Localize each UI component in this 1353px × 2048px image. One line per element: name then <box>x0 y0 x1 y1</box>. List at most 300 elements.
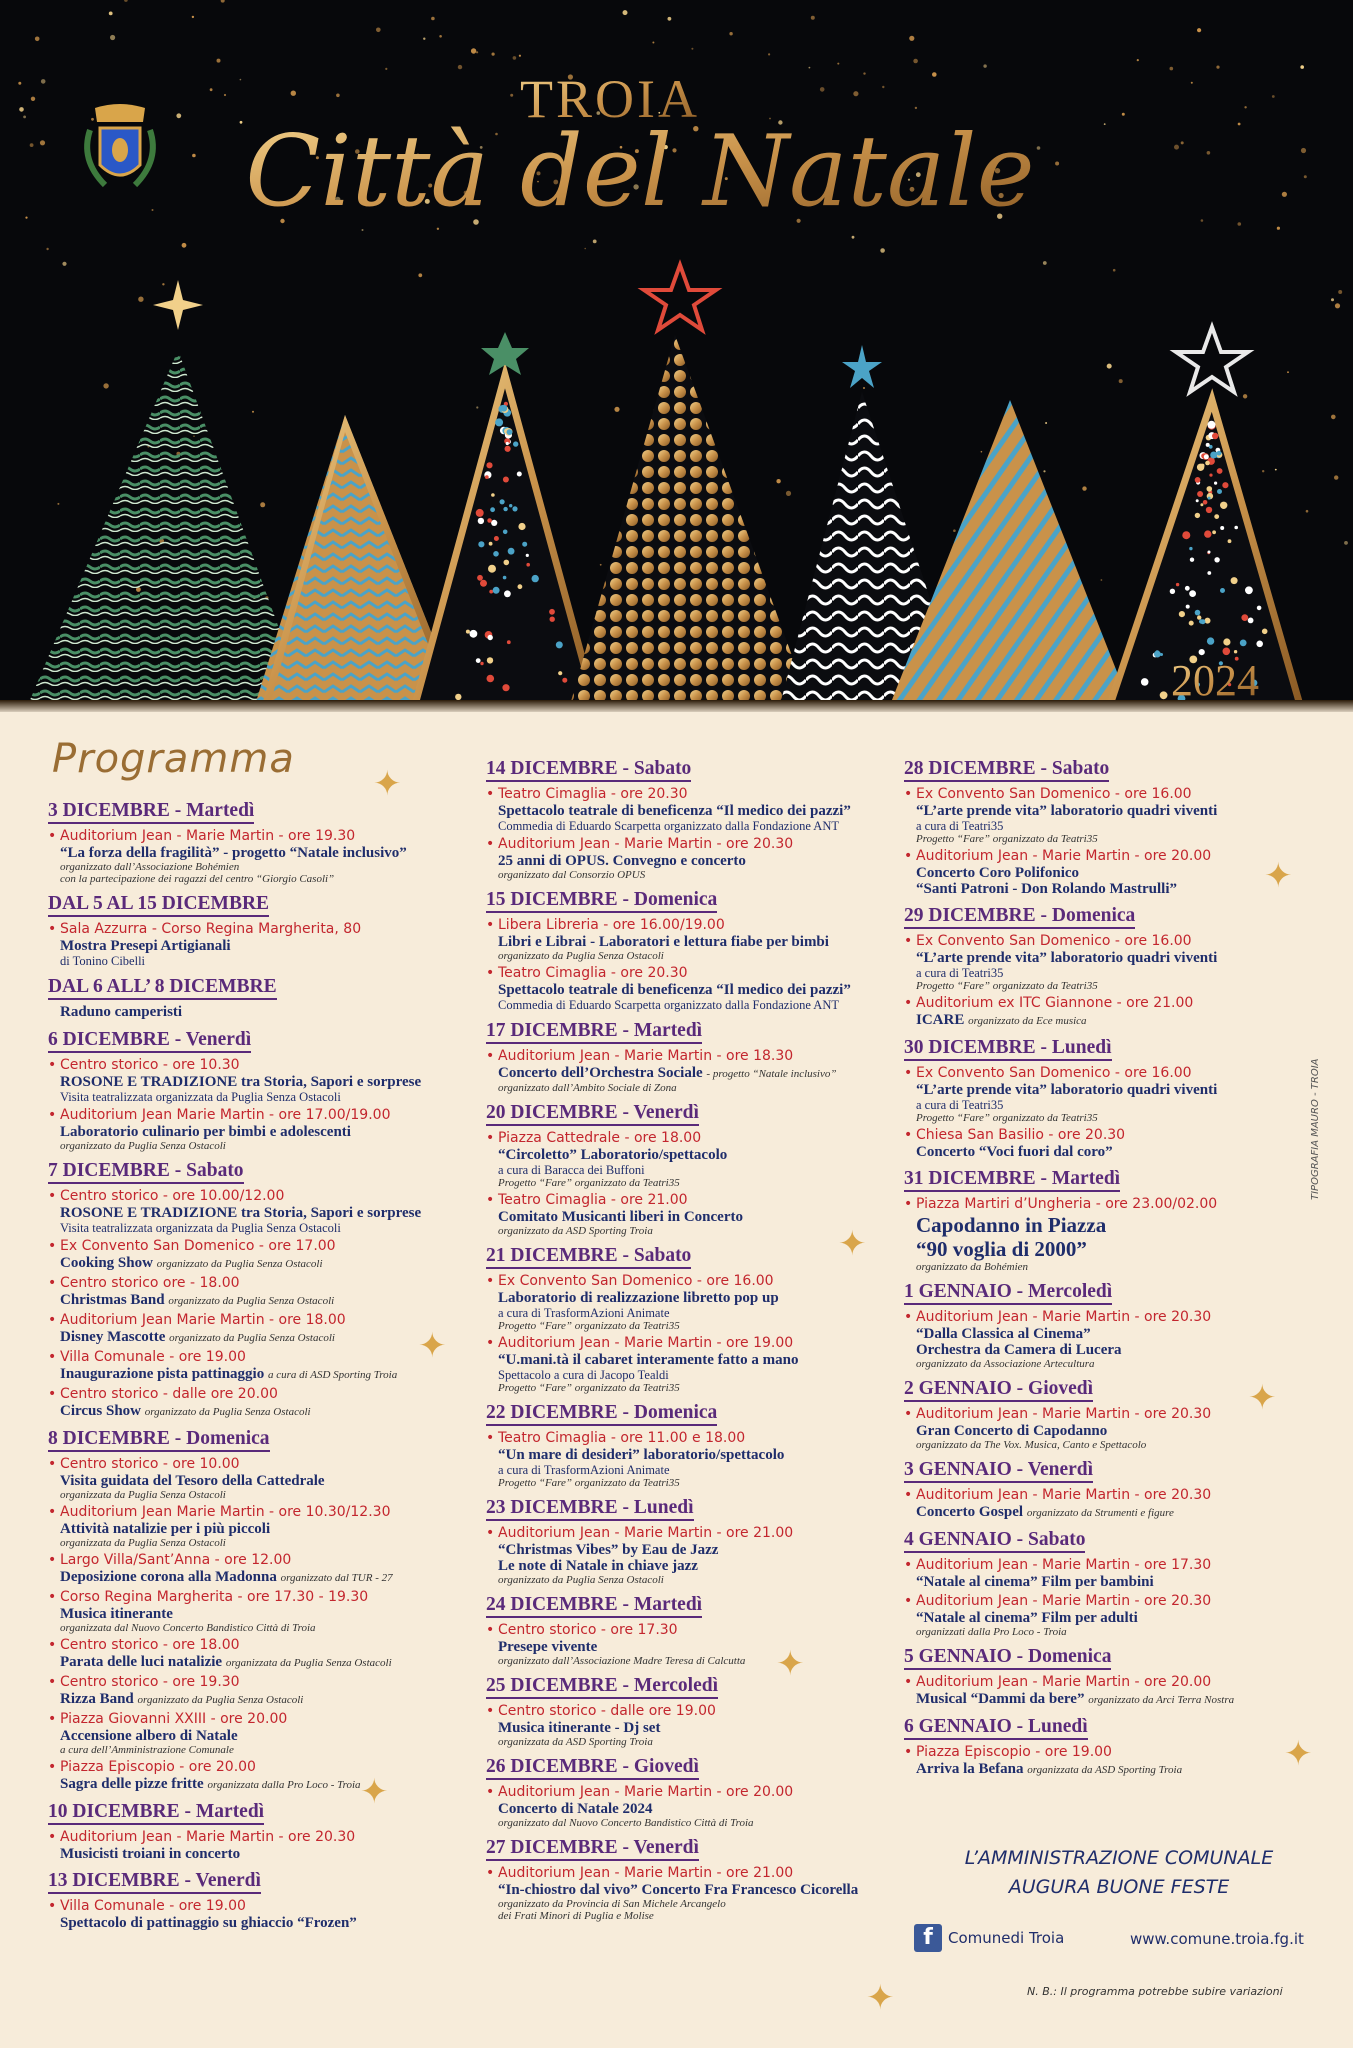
sky-star <box>210 88 213 91</box>
tree-light <box>1203 500 1208 505</box>
sky-star <box>1272 95 1275 98</box>
sky-star <box>593 240 597 244</box>
day-heading: 2 GENNAIO - Giovedì <box>904 1378 1093 1402</box>
event-location: • Teatro Cimaglia - ore 20.30 <box>486 965 906 982</box>
day-block <box>904 1168 1334 1273</box>
event-item <box>48 1275 468 1309</box>
day-heading: 31 DICEMBRE - Martedì <box>904 1168 1120 1192</box>
event-line: Commedia di Eduardo Scarpetta organizzato dalla Fondazione ANT <box>498 998 839 1012</box>
event-location: • Sala Azzurra - Corso Regina Margherita, 80 <box>48 921 468 938</box>
event-line: Spettacolo teatrale di beneficenza “Il medico dei pazzi” <box>498 982 851 998</box>
event-line: “In-chiostro dal vivo” Concerto Fra Francesco Cicorella <box>498 1882 859 1898</box>
event-location: • Centro storico - ore 18.00 <box>48 1637 468 1654</box>
event-line: a cura dell’Amministrazione Comunale <box>60 1744 234 1756</box>
day-heading: 17 DICEMBRE - Martedì <box>486 1020 702 1044</box>
day-heading: 20 DICEMBRE - Venerdì <box>486 1102 699 1126</box>
sky-star <box>600 564 602 566</box>
tree-light <box>507 429 513 435</box>
event-location: • Auditorium Jean - Marie Martin - ore 17.30 <box>904 1557 1334 1574</box>
tree-light <box>532 575 539 582</box>
day-block <box>486 1402 906 1489</box>
event-line: a cura di Baracca dei Buffoni <box>498 1163 645 1177</box>
event-line: Spettacolo teatrale di beneficenza “Il medico dei pazzi” <box>498 803 851 819</box>
blue-star-icon <box>842 345 882 388</box>
day-block <box>486 1594 906 1667</box>
sky-star <box>1104 123 1106 125</box>
day-heading: 22 DICEMBRE - Domenica <box>486 1402 717 1426</box>
tree-light <box>476 658 481 663</box>
event-line: ROSONE E TRADIZIONE tra Storia, Sapori e sorprese <box>60 1205 422 1221</box>
sky-star <box>1119 379 1123 383</box>
event-line: a cura di TrasformAzioni Animate <box>498 1463 670 1477</box>
sky-star <box>418 273 422 277</box>
tree-light <box>512 506 517 511</box>
tree-light <box>1195 477 1201 483</box>
event-location: • Piazza Episcopio - ore 19.00 <box>904 1744 1334 1761</box>
sky-star <box>25 217 27 219</box>
event-item <box>904 995 1334 1029</box>
sky-star <box>913 59 918 64</box>
event-line: Concerto dell’Orchestra Sociale - progetto “Natale inclusivo” <box>498 1065 837 1081</box>
event-item <box>48 1057 468 1104</box>
tree-light <box>478 518 484 524</box>
sky-star <box>513 56 517 60</box>
tree-light <box>1170 589 1175 594</box>
sky-star <box>182 243 187 248</box>
event-line: con la partecipazione dei ragazzi del centro “Giorgio Casoli” <box>60 873 335 885</box>
event-line: Gran Concerto di Capodanno <box>916 1423 1108 1439</box>
sky-star <box>23 116 26 119</box>
event-item <box>48 1188 468 1235</box>
event-line: “Christmas Vibes” by Eau de Jazz <box>498 1542 719 1558</box>
tree-light <box>1197 464 1204 471</box>
tree-light <box>491 520 497 526</box>
day-block <box>48 976 468 1021</box>
tree-light <box>1199 619 1203 623</box>
tree-light <box>455 694 461 700</box>
sky-star <box>162 283 164 285</box>
event-line: “L’arte prende vita” laboratorio quadri viventi <box>916 803 1218 819</box>
tree-light <box>1208 421 1216 429</box>
sky-star <box>385 68 387 70</box>
day-block <box>486 1675 906 1748</box>
event-location: • Centro storico - ore 10.00 <box>48 1456 468 1473</box>
tree-light <box>1190 558 1194 562</box>
sky-star <box>882 86 884 88</box>
tree-light <box>485 475 489 479</box>
event-line: Cooking Show organizzato da Puglia Senza Ostacoli <box>60 1255 323 1271</box>
organizer: organizzato dalla Fondazione ANT <box>663 998 839 1012</box>
organizer: organizzato da Puglia Senza Ostacoli <box>168 1295 335 1307</box>
sky-star <box>1207 151 1211 155</box>
day-heading: 3 GENNAIO - Venerdì <box>904 1459 1093 1483</box>
sky-star <box>62 262 66 266</box>
sky-star <box>981 451 983 453</box>
tree-green-stripes <box>30 350 305 700</box>
event-location: • Ex Convento San Domenico - ore 16.00 <box>904 1065 1334 1082</box>
event-line: Attività natalizie per i più piccoli <box>60 1521 271 1537</box>
tree-light <box>1223 638 1230 645</box>
day-heading: 27 DICEMBRE - Venerdì <box>486 1837 699 1861</box>
event-location: • Auditorium Jean - Marie Martin - ore 20.30 <box>904 1406 1334 1423</box>
event-location: • Piazza Giovanni XXIII - ore 20.00 <box>48 1711 468 1728</box>
event-line: organizzato da Bohémien <box>916 1261 1029 1273</box>
sky-star <box>1344 541 1348 545</box>
event-item <box>486 1865 906 1922</box>
event-item <box>486 1525 906 1586</box>
tree-light <box>489 590 493 594</box>
day-block <box>48 893 468 968</box>
sky-star <box>852 236 855 239</box>
sky-star <box>909 36 914 41</box>
facebook-link[interactable]: f Comunedi Troia <box>914 1924 1064 1952</box>
tree-light <box>490 507 495 512</box>
organizer: organizzata da ASD Sporting Troia <box>1027 1764 1183 1776</box>
sky-star <box>103 383 108 388</box>
tree-light <box>1214 557 1219 562</box>
event-location: • Villa Comunale - ore 19.00 <box>48 1349 468 1366</box>
event-line: Visita teatralizzata organizzata da Puglia Senza Ostacoli <box>60 1221 341 1235</box>
sky-star <box>880 248 885 253</box>
event-line: “90 voglia di 2000” <box>916 1237 1087 1261</box>
event-line: Visita guidata del Tesoro della Cattedrale <box>60 1473 325 1489</box>
event-line: organizzato da ASD Sporting Troia <box>498 1225 653 1237</box>
sky-star <box>519 55 521 57</box>
event-item <box>904 1674 1334 1708</box>
event-item <box>486 786 906 833</box>
event-location: • Centro storico - ore 17.30 <box>486 1622 906 1639</box>
event-item <box>48 1552 468 1586</box>
sky-star <box>46 248 48 250</box>
sparkle-star-icon: ✦ <box>1264 858 1293 895</box>
event-item <box>48 1898 468 1931</box>
event-line: Disney Mascotte organizzato da Puglia Senza Ostacoli <box>60 1329 335 1345</box>
event-item <box>904 1487 1334 1521</box>
tree-light <box>1231 577 1238 584</box>
sky-star <box>932 72 937 77</box>
event-item <box>48 1107 468 1152</box>
event-line: Musica itinerante <box>60 1606 173 1622</box>
tree-light <box>503 576 507 580</box>
sky-star <box>476 51 478 53</box>
main-title: Città del Natale <box>245 115 1035 229</box>
event-item <box>486 965 906 1012</box>
tree-light <box>505 446 511 452</box>
sparkle-star-icon: ✦ <box>1248 1380 1277 1417</box>
tree-light <box>1176 583 1179 586</box>
tree-light <box>1245 586 1253 594</box>
day-heading: 6 DICEMBRE - Venerdì <box>48 1029 251 1053</box>
event-line: Deposizione corona alla Madonna organizzato dal TUR - 27 <box>60 1569 393 1585</box>
event-line: Spettacolo a cura di Jacopo Tealdi <box>498 1368 669 1382</box>
day-block <box>486 889 906 1012</box>
tree-light <box>488 635 493 640</box>
tree-light <box>1222 482 1228 488</box>
tree-light <box>1206 507 1212 513</box>
event-item <box>48 1004 468 1021</box>
event-location: • Auditorium Jean - Marie Martin - ore 19.30 <box>48 828 468 845</box>
day-block <box>48 1029 468 1152</box>
schedule-column-2 <box>486 758 906 1930</box>
sky-star <box>1262 470 1264 472</box>
tree-light <box>509 504 512 507</box>
day-heading: 8 DICEMBRE - Domenica <box>48 1428 270 1452</box>
sky-star <box>510 94 513 97</box>
tree-light <box>1206 443 1210 447</box>
event-item <box>904 933 1334 992</box>
event-location: • Ex Convento San Domenico - ore 17.00 <box>48 1238 468 1255</box>
sky-star <box>30 143 34 147</box>
organizer: organizzato da Arci Terra Nostra <box>1088 1694 1235 1706</box>
tree-light <box>1220 526 1224 530</box>
day-heading: 3 DICEMBRE - Martedì <box>48 800 254 824</box>
sky-star <box>291 91 296 96</box>
event-line: ROSONE E TRADIZIONE tra Storia, Sapori e sorprese <box>60 1074 422 1090</box>
tree-light <box>508 548 515 555</box>
sky-star <box>1113 269 1116 272</box>
event-line: organizzata da ASD Sporting Troia <box>498 1736 653 1748</box>
tree-light <box>1214 482 1217 485</box>
event-line: a cura di Teatri35 <box>916 819 1004 833</box>
tree-light <box>1154 651 1161 658</box>
tree-light <box>476 509 484 517</box>
sky-star <box>1306 510 1309 513</box>
sky-star <box>423 38 425 40</box>
event-line: organizzato dall’Associazione Bohémien <box>60 861 240 873</box>
tree-light <box>1179 611 1185 617</box>
sky-star <box>1238 123 1241 126</box>
tree-light <box>518 584 523 589</box>
organizer: organizzata dalla Pro Loco - Troia <box>207 1779 361 1791</box>
event-location: • Teatro Cimaglia - ore 11.00 e 18.00 <box>486 1430 906 1447</box>
tree-light <box>1217 451 1222 456</box>
sky-star <box>820 87 825 92</box>
day-heading: 7 DICEMBRE - Sabato <box>48 1160 244 1184</box>
sky-star <box>41 79 46 84</box>
sky-star <box>240 79 242 81</box>
event-item <box>48 1829 468 1862</box>
tree-light <box>1248 618 1254 624</box>
sky-star <box>1043 470 1045 472</box>
event-item <box>904 1196 1334 1273</box>
day-block <box>904 905 1334 1029</box>
sparkle-star-icon: ✦ <box>360 1774 389 1811</box>
day-block <box>904 1037 1334 1160</box>
event-item <box>486 917 906 962</box>
event-item <box>904 1744 1334 1778</box>
event-location: • Auditorium ex ITC Giannone - ore 21.00 <box>904 995 1334 1012</box>
day-heading: 14 DICEMBRE - Sabato <box>486 758 691 782</box>
day-block <box>904 1281 1334 1370</box>
day-block <box>486 1245 906 1394</box>
header-banner <box>0 0 1353 712</box>
sky-star <box>192 154 196 158</box>
sky-star <box>192 16 194 18</box>
event-line: Parata delle luci natalizie organizzata da Puglia Senza Ostacoli <box>60 1654 392 1670</box>
event-location: • Chiesa San Basilio - ore 20.30 <box>904 1127 1334 1144</box>
sky-star <box>91 118 94 121</box>
event-item <box>486 1130 906 1189</box>
tree-light <box>491 493 495 497</box>
day-heading: 30 DICEMBRE - Lunedì <box>904 1037 1112 1061</box>
organizer: - progetto “Natale inclusivo” <box>706 1068 837 1080</box>
event-line: Visita teatralizzata organizzata da Puglia Senza Ostacoli <box>60 1090 341 1104</box>
event-line: Christmas Band organizzato da Puglia Senza Ostacoli <box>60 1292 335 1308</box>
event-location: • Auditorium Jean - Marie Martin - ore 19.00 <box>486 1335 906 1352</box>
event-location: • Largo Villa/Sant’Anna - ore 12.00 <box>48 1552 468 1569</box>
event-line: “Un mare di desideri” laboratorio/spettacolo <box>498 1447 785 1463</box>
event-item <box>486 836 906 881</box>
event-line: “Natale al cinema” Film per bambini <box>916 1574 1154 1590</box>
event-item <box>904 1065 1334 1124</box>
event-line: Sagra delle pizze fritte organizzata dalla Pro Loco - Troia <box>60 1776 361 1792</box>
tree-light <box>493 551 499 557</box>
sparkle-star-icon: ✦ <box>776 1646 805 1683</box>
sky-star <box>458 65 462 69</box>
organizer: organizzato da Puglia Senza Ostacoli <box>137 1694 304 1706</box>
event-item <box>48 1386 468 1420</box>
day-heading: 13 DICEMBRE - Venerdì <box>48 1870 261 1894</box>
event-line: organizzato da The Vox. Musica, Canto e Spettacolo <box>916 1439 1147 1451</box>
event-line: Spettacolo di pattinaggio su ghiaccio “Frozen” <box>60 1915 357 1931</box>
event-line: Mostra Presepi Artigianali <box>60 938 231 954</box>
schedule-column-3 <box>904 758 1334 1786</box>
event-line: organizzato dall’Associazione Madre Teresa di Calcutta <box>498 1655 746 1667</box>
tree-light <box>493 587 500 594</box>
tree-light <box>1204 454 1209 459</box>
tree-light <box>1197 615 1201 619</box>
event-item <box>48 1238 468 1272</box>
event-line: organizzato dall’Ambito Sociale di Zona <box>498 1082 677 1094</box>
sky-star <box>768 53 770 55</box>
event-line: di Tonino Cibelli <box>60 954 146 968</box>
sky-star <box>1304 175 1307 178</box>
event-location: • Centro storico - dalle ore 20.00 <box>48 1386 468 1403</box>
day-block <box>904 1459 1334 1521</box>
sky-star <box>1170 67 1174 71</box>
event-item <box>486 1273 906 1332</box>
event-location: • Centro storico ore - 18.00 <box>48 1275 468 1292</box>
sky-star <box>1277 227 1280 230</box>
tree-light <box>556 641 563 648</box>
tree-light <box>502 684 509 691</box>
organizer: organizzato da Puglia Senza Ostacoli <box>144 1406 311 1418</box>
tree-light <box>489 542 493 546</box>
sky-star <box>614 407 619 412</box>
sky-star <box>336 94 340 98</box>
event-item <box>486 1784 906 1829</box>
event-line: a cura di Teatri35 <box>916 1098 1004 1112</box>
event-item <box>48 828 468 885</box>
organizer: organizzato da Ece musica <box>968 1015 1087 1027</box>
tree-light <box>1186 605 1190 609</box>
event-item <box>48 1711 468 1756</box>
event-item <box>48 1312 468 1346</box>
sky-star <box>1275 469 1277 471</box>
tree-light <box>1204 530 1211 537</box>
sky-star <box>260 502 265 507</box>
tree-light <box>480 580 487 587</box>
tree-light <box>1217 468 1223 474</box>
sky-star <box>124 0 128 2</box>
tree-light <box>1212 433 1218 439</box>
event-line: Circus Show organizzato da Puglia Senza Ostacoli <box>60 1403 311 1419</box>
sky-star <box>1335 303 1340 308</box>
tree-light <box>1199 649 1205 655</box>
tree-light <box>1234 650 1237 653</box>
tree-light <box>1262 629 1268 635</box>
facebook-icon: f <box>914 1924 942 1952</box>
tree-light <box>526 554 529 557</box>
sparkle-star-icon: ✦ <box>1284 1736 1313 1773</box>
event-line: “L’arte prende vita” laboratorio quadri viventi <box>916 1082 1218 1098</box>
sky-star <box>1201 219 1204 222</box>
sky-star <box>35 37 40 42</box>
tree-light <box>1208 497 1211 500</box>
event-item <box>904 1593 1334 1638</box>
sky-star <box>1037 146 1041 150</box>
tree-light <box>506 442 509 445</box>
event-line: Rizza Band organizzato da Puglia Senza Ostacoli <box>60 1691 304 1707</box>
tree-light <box>480 662 483 665</box>
day-block <box>48 1160 468 1420</box>
event-line: “U.mani.tà il cabaret interamente fatto a mano <box>498 1352 799 1368</box>
event-item <box>486 1703 906 1748</box>
red-star-icon <box>644 265 716 330</box>
sky-star <box>1055 162 1059 166</box>
sky-star <box>362 229 364 231</box>
day-block <box>486 758 906 881</box>
sky-star <box>652 42 654 44</box>
event-line: Concerto di Natale 2024 <box>498 1801 653 1817</box>
sky-star <box>376 28 381 33</box>
day-heading: 29 DICEMBRE - Domenica <box>904 905 1135 929</box>
event-item <box>48 1504 468 1549</box>
tree-light <box>1208 551 1211 554</box>
printer-credit: TIPOGRAFIA MAURO - TROIA <box>1310 1058 1321 1200</box>
day-block <box>904 1716 1334 1778</box>
tree-light <box>526 563 530 567</box>
tree-light <box>1200 503 1203 506</box>
event-item <box>904 786 1334 845</box>
sky-star <box>809 67 811 69</box>
website-link[interactable]: www.comune.troia.fg.it <box>1130 1930 1304 1948</box>
day-block <box>486 1837 906 1922</box>
organizer: organizzata da Puglia Senza Ostacoli <box>225 1657 392 1669</box>
day-block <box>48 1870 468 1931</box>
day-heading: 28 DICEMBRE - Sabato <box>904 758 1109 782</box>
event-line: “Dalla Classica al Cinema” <box>916 1326 1091 1342</box>
event-location: • Auditorium Jean - Marie Martin - ore 21.00 <box>486 1865 906 1882</box>
sky-star <box>776 479 780 483</box>
sky-star <box>1338 290 1342 294</box>
sky-star <box>152 209 154 211</box>
event-item <box>486 1335 906 1394</box>
sky-star <box>811 16 815 20</box>
tree-light <box>477 575 483 581</box>
event-location: • Auditorium Jean - Marie Martin - ore 18.30 <box>486 1048 906 1065</box>
event-line: Orchestra da Camera di Lucera <box>916 1342 1122 1358</box>
event-location: • Corso Regina Margherita - ore 17.30 - 19.30 <box>48 1589 468 1606</box>
event-line: Inaugurazione pista pattinaggio a cura di ASD Sporting Troia <box>60 1366 398 1382</box>
tree-light <box>1220 502 1227 509</box>
day-heading: 26 DICEMBRE - Giovedì <box>486 1756 699 1780</box>
organizer: organizzato dalla Fondazione ANT <box>663 819 839 833</box>
coat-of-arms-icon <box>87 104 153 185</box>
tree-light <box>503 507 507 511</box>
tree-gold-dots <box>570 335 810 705</box>
tree-light <box>466 630 470 634</box>
